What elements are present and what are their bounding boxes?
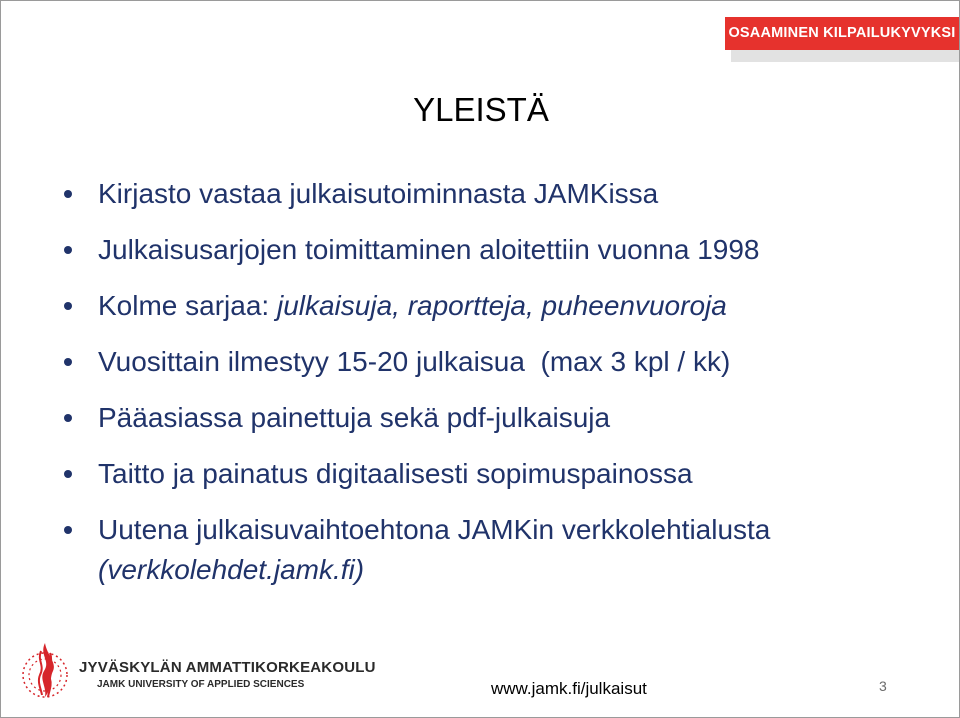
bullet-dot-icon bbox=[64, 358, 72, 366]
bullet-dot-icon bbox=[64, 414, 72, 422]
bullet-text-italic: julkaisuja, raportteja, puheenvuoroja bbox=[276, 290, 727, 321]
bullet-list bbox=[56, 174, 936, 606]
logo-name: JYVÄSKYLÄN AMMATTIKORKEAKOULU bbox=[79, 659, 376, 676]
bullet-text: Kirjasto vastaa julkaisutoiminnasta JAMKissa bbox=[98, 178, 659, 209]
bullet-item bbox=[56, 398, 936, 438]
bullet-text: Julkaisusarjojen toimittaminen aloitettiin vuonna 1998 bbox=[98, 234, 760, 265]
bullet-text: Vuosittain ilmestyy 15-20 julkaisua (max 3 kpl / kk) bbox=[98, 346, 731, 377]
bullet-item bbox=[56, 454, 936, 494]
bullet-item bbox=[56, 510, 936, 590]
bullet-dot-icon bbox=[64, 302, 72, 310]
bullet-text: Kolme sarjaa: bbox=[98, 290, 277, 321]
bullet-dot-icon bbox=[64, 526, 72, 534]
jamk-logo bbox=[17, 637, 376, 703]
footer-url: www.jamk.fi/julkaisut bbox=[491, 679, 647, 698]
bullet-item bbox=[56, 230, 936, 270]
flame-logo-icon bbox=[17, 637, 73, 703]
bullet-text: Pääasiassa painettuja sekä pdf-julkaisuja bbox=[98, 402, 611, 433]
slide-title: YLEISTÄ bbox=[413, 91, 549, 128]
page-number: 3 bbox=[879, 678, 887, 694]
bullet-text: Uutena julkaisuvaihtoehtona JAMKin verkkolehtialusta bbox=[98, 514, 771, 545]
bullet-dot-icon bbox=[64, 246, 72, 254]
bullet-dot-icon bbox=[64, 470, 72, 478]
bullet-item bbox=[56, 342, 936, 382]
bullet-dot-icon bbox=[64, 190, 72, 198]
bullet-item bbox=[56, 174, 936, 214]
slogan-banner: OSAAMINEN KILPAILUKYVYKSI bbox=[725, 17, 959, 50]
logo-subtitle: JAMK UNIVERSITY OF APPLIED SCIENCES bbox=[97, 679, 305, 690]
bullet-text-italic: (verkkolehdet.jamk.fi) bbox=[98, 554, 365, 585]
bullet-item bbox=[56, 286, 936, 326]
bullet-text: Taitto ja painatus digitaalisesti sopimuspainossa bbox=[98, 458, 693, 489]
